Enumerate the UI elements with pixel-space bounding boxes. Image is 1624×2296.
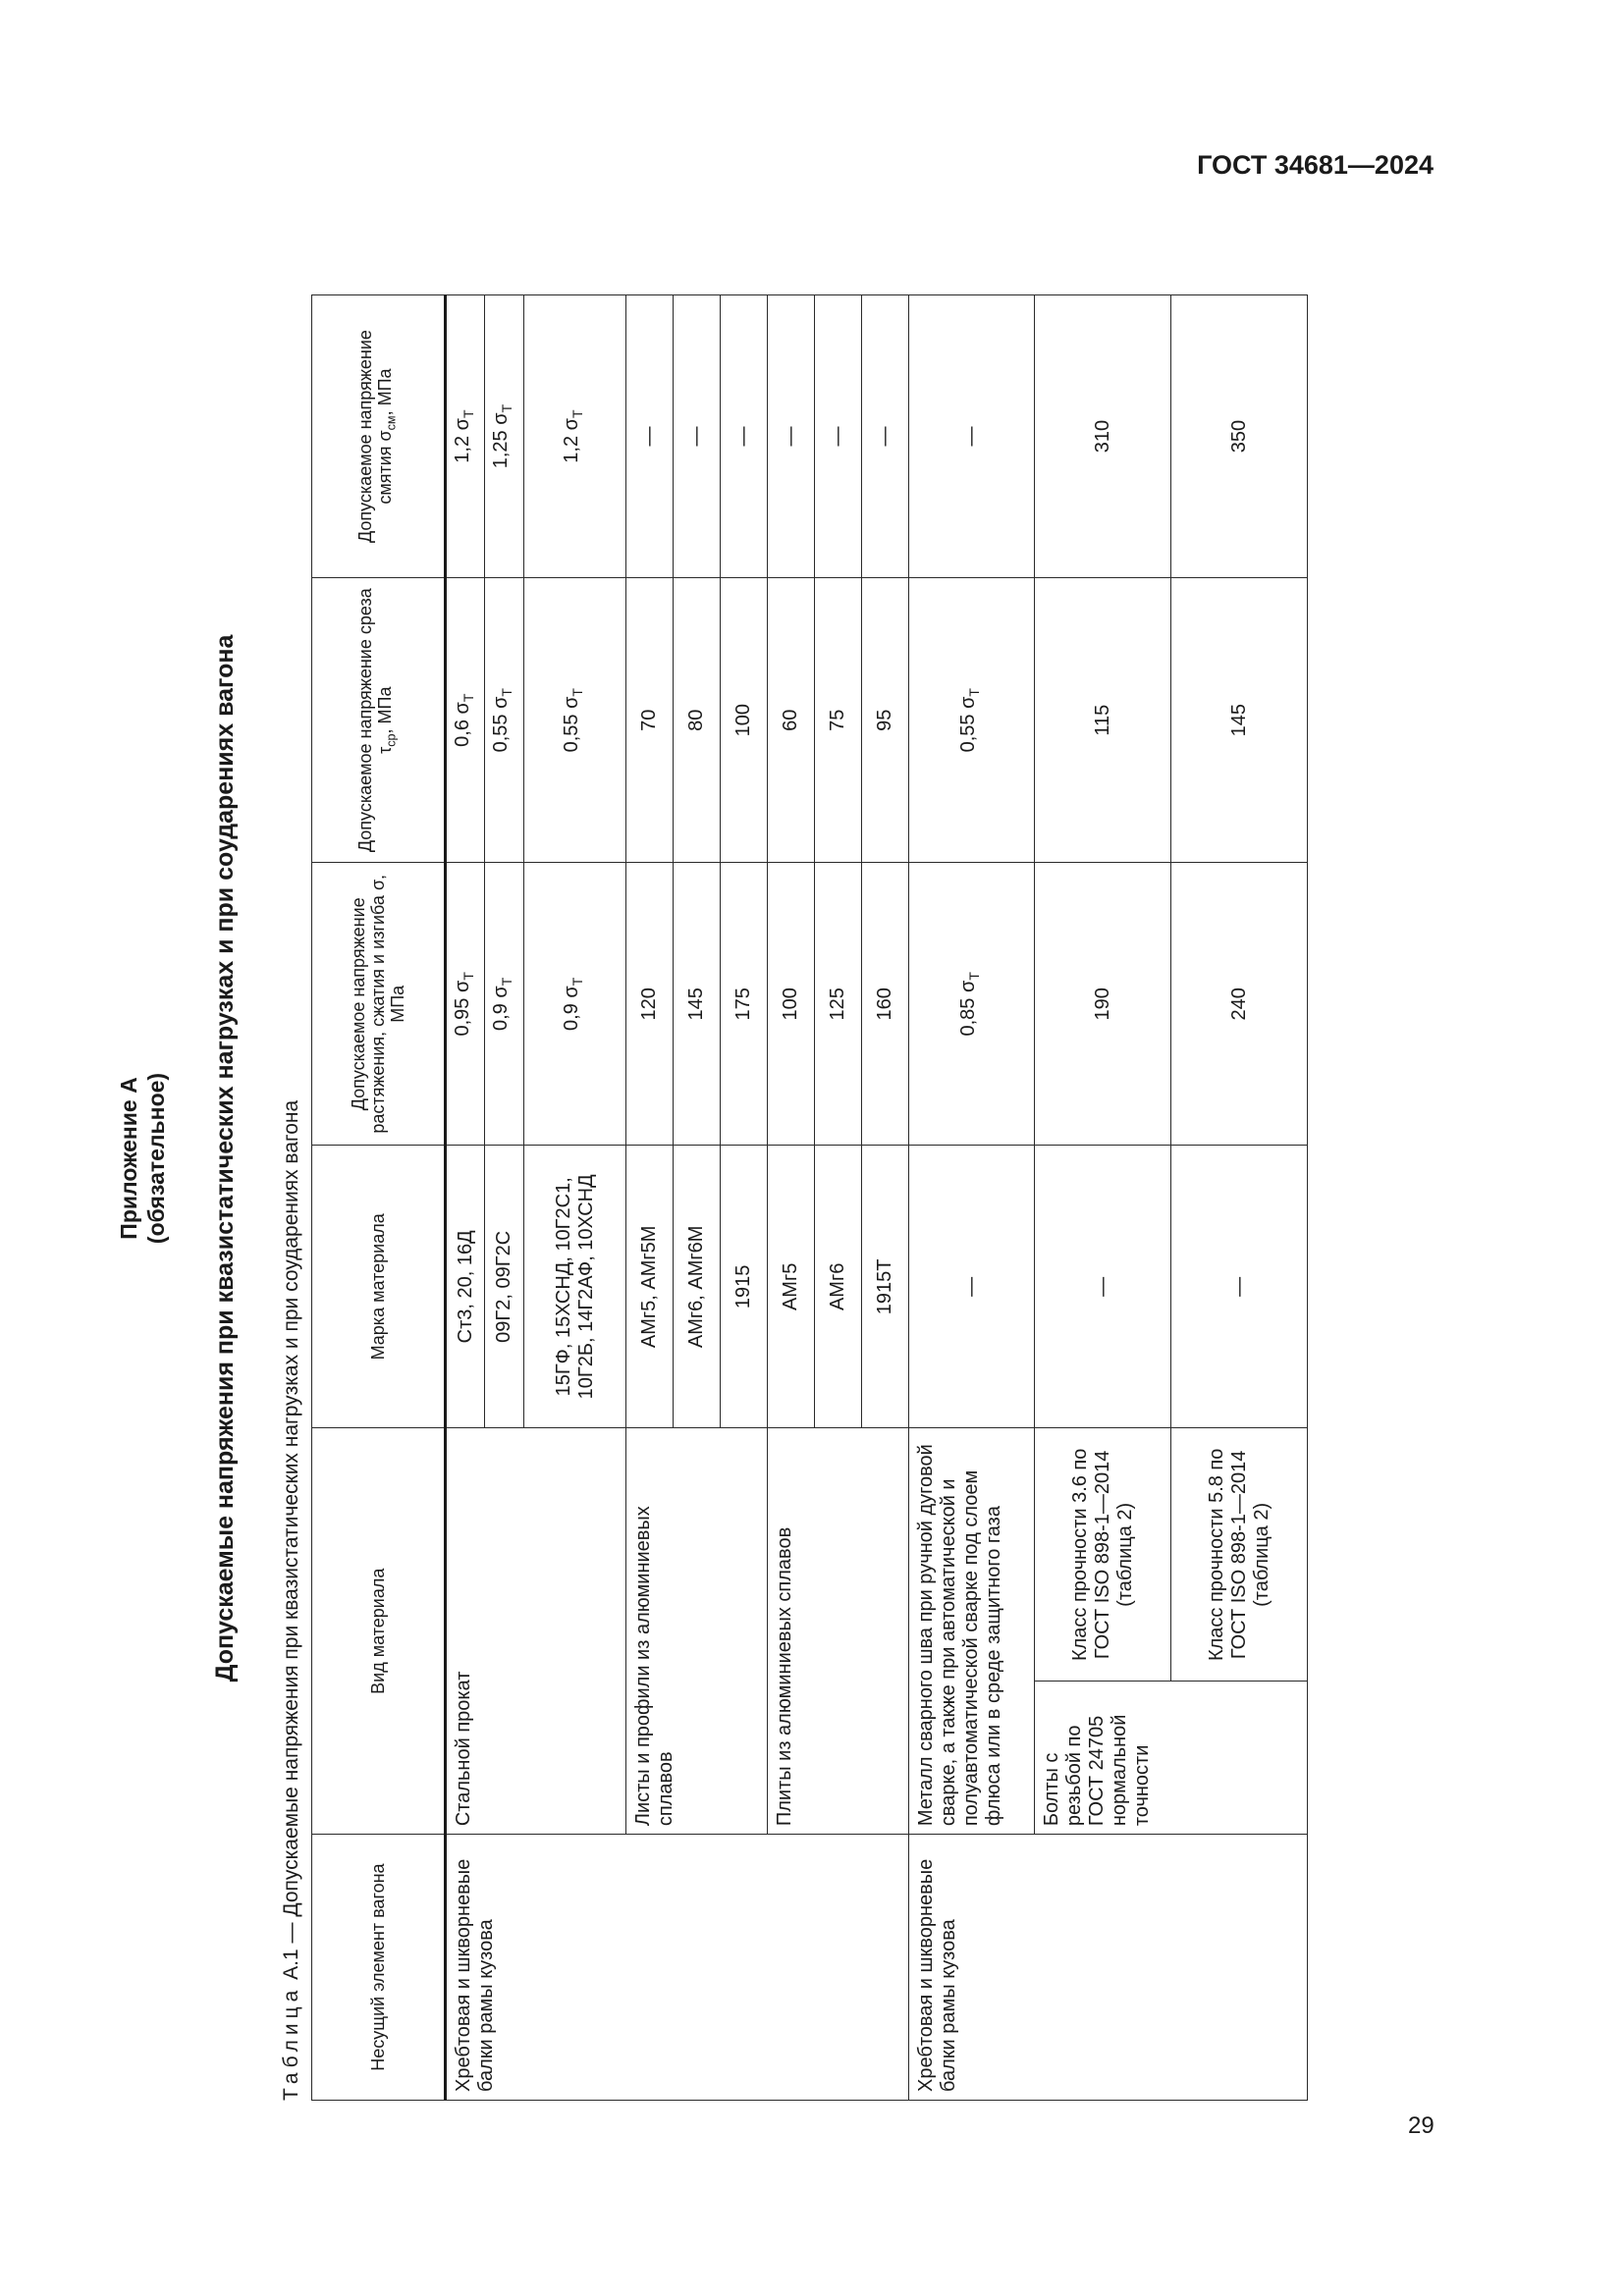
header-grade: Марка материала	[312, 1146, 446, 1428]
crush-cell: —	[626, 295, 674, 578]
bolt-class-cell: Класс прочности 3.6 по ГОСТ ISO 898-1—2014 (таблица 2)	[1035, 1428, 1171, 1682]
table-caption-prefix: Таблица	[280, 1985, 302, 2101]
tension-cell: 100	[768, 863, 815, 1146]
annex-label: Приложение А	[116, 1077, 141, 1240]
grade-cell: АМг5, АМг5М	[626, 1146, 674, 1428]
crush-cell: —	[909, 295, 1035, 578]
shear-cell: 145	[1171, 578, 1308, 863]
document-code: ГОСТ 34681—2024	[1197, 150, 1434, 180]
header-shear: Допускаемое напряжение среза $\tau_{ср}$, МПа	[312, 578, 446, 863]
tension-cell: 145	[674, 863, 721, 1146]
shear-cell: 0,55 $\sigma_Т$	[524, 578, 626, 863]
tension-cell: 0,95 $\sigma_Т$	[446, 863, 485, 1146]
grade-cell: —	[909, 1146, 1035, 1428]
tension-cell: 175	[721, 863, 768, 1146]
header-crush: Допускаемое напряжение смятия $\sigma_{см}$, МПа	[312, 295, 446, 578]
tension-cell: 240	[1171, 863, 1308, 1146]
shear-cell: 0,55 $\sigma_Т$	[909, 578, 1035, 863]
crush-cell: 1,2 $\sigma_Т$	[524, 295, 626, 578]
table-row	[1035, 295, 1171, 2101]
stress-table	[311, 294, 1308, 2101]
tension-cell: 0,9 $\sigma_Т$	[524, 863, 626, 1146]
shear-cell: 0,55 $\sigma_Т$	[485, 578, 524, 863]
crush-cell: —	[721, 295, 768, 578]
annex-title: Допускаемые напряжения при квазистатических нагрузках и при соударениях вагона	[211, 634, 239, 1682]
table-row	[446, 295, 485, 2101]
crush-cell: —	[674, 295, 721, 578]
table-row	[909, 295, 1035, 2101]
table-header-row	[312, 295, 446, 2101]
element-cell: Хребтовая и шкворневые балки рамы кузова	[446, 1835, 909, 2101]
shear-cell: 60	[768, 578, 815, 863]
crush-cell: —	[815, 295, 862, 578]
kind-cell: Болты с резьбой по ГОСТ 24705 нормальной точности	[1035, 1682, 1308, 1835]
kind-cell: Листы и профили из алюминиевых сплавов	[626, 1428, 768, 1835]
shear-cell: 115	[1035, 578, 1171, 863]
grade-cell: 09Г2, 09Г2С	[485, 1146, 524, 1428]
grade-cell: —	[1171, 1146, 1308, 1428]
kind-cell: Металл сварного шва при ручной дуговой сварке, а также при автоматической и полуавтоматической сварке под слоем флюса или в среде защитного газа	[909, 1428, 1035, 1835]
shear-cell: 70	[626, 578, 674, 863]
table-row	[768, 295, 815, 2101]
grade-cell: АМг6	[815, 1146, 862, 1428]
table-row	[626, 295, 674, 2101]
annex-status: (обязательное)	[143, 1072, 169, 1245]
tension-cell: 160	[862, 863, 909, 1146]
grade-cell: Ст3, 20, 16Д	[446, 1146, 485, 1428]
shear-cell: 95	[862, 578, 909, 863]
table-caption-text: А.1 — Допускаемые напряжения при квазистатических нагрузках и при соударениях вагона	[280, 1099, 302, 1986]
crush-cell: 1,25 $\sigma_Т$	[485, 295, 524, 578]
grade-cell: 15ГФ, 15ХСНД, 10Г2С1, 10Г2Б, 14Г2АФ, 10ХСНД	[524, 1146, 626, 1428]
shear-cell: 0,6 $\sigma_Т$	[446, 578, 485, 863]
crush-cell: 1,2 $\sigma_Т$	[446, 295, 485, 578]
kind-cell: Плиты из алюминиевых сплавов	[768, 1428, 909, 1835]
grade-cell: 1915Т	[862, 1146, 909, 1428]
header-element: Несущий элемент вагона	[312, 1835, 446, 2101]
tension-cell: 190	[1035, 863, 1171, 1146]
shear-cell: 75	[815, 578, 862, 863]
header-kind: Вид материала	[312, 1428, 446, 1835]
shear-cell: 80	[674, 578, 721, 863]
grade-cell: —	[1035, 1146, 1171, 1428]
grade-cell: АМг5	[768, 1146, 815, 1428]
grade-cell: АМг6, АМг6М	[674, 1146, 721, 1428]
element-cell: Хребтовая и шкворневые балки рамы кузова	[909, 1835, 1308, 2101]
crush-cell: —	[862, 295, 909, 578]
tension-cell: 0,85 $\sigma_Т$	[909, 863, 1035, 1146]
crush-cell: 310	[1035, 295, 1171, 578]
rotated-landscape-content	[103, 137, 1380, 2101]
header-tension: Допускаемое напряжение растяжения, сжатия и изгиба σ, МПа	[312, 863, 446, 1146]
crush-cell: 350	[1171, 295, 1308, 578]
tension-cell: 125	[815, 863, 862, 1146]
shear-cell: 100	[721, 578, 768, 863]
page-number: 29	[1408, 2112, 1435, 2139]
tension-cell: 120	[626, 863, 674, 1146]
kind-cell: Стальной прокат	[446, 1428, 626, 1835]
tension-cell: 0,9 $\sigma_Т$	[485, 863, 524, 1146]
table-caption	[280, 1100, 303, 2101]
bolt-class-cell: Класс прочности 5.8 по ГОСТ ISO 898-1—2014 (таблица 2)	[1171, 1428, 1308, 1682]
grade-cell: 1915	[721, 1146, 768, 1428]
crush-cell: —	[768, 295, 815, 578]
